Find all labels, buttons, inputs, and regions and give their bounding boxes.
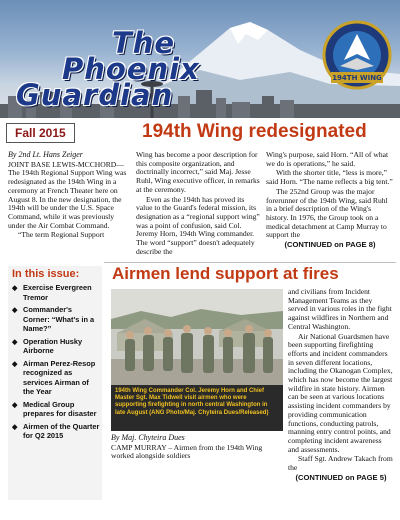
continued-page-8[interactable]: (CONTINUED on PAGE 8) <box>284 240 376 250</box>
issue-list-item[interactable]: ◆ Exercise Evergreen Tremor <box>12 283 92 302</box>
masthead-title-line: Phoenix <box>62 52 200 86</box>
article1-byline: By 2nd Lt. Hans Zeiger <box>8 150 83 159</box>
article1-paragraph: Wing's purpose, said Horn. “All of what we do is operations,” he said. <box>266 150 389 168</box>
issue-list-item[interactable]: ◆ Operation Husky Airborne <box>12 336 83 355</box>
section-divider <box>104 262 396 263</box>
issue-list-item[interactable]: ◆ Medical Group prepares for disaster <box>12 399 97 418</box>
in-this-issue-box <box>8 266 102 500</box>
diamond-bullet-icon: ◆ <box>12 360 18 368</box>
issue-list-item[interactable]: ◆ Airman Perez-Resop recognized as services Airman of the Year <box>12 358 96 396</box>
issue-list <box>8 283 102 441</box>
article1-paragraph: “The term Regional Support <box>18 230 105 240</box>
diamond-bullet-icon: ◆ <box>12 401 18 409</box>
issue-list-item[interactable]: ◆ Commander's Corner: “What's in a Name?” <box>12 305 95 333</box>
fire-camp-photo <box>111 289 283 385</box>
article1-paragraph: The 252nd Group was the major forerunner of the 194th Wing, said Ruhl in a brief description of the Wing's history. In 1976, the Group took on a medical detachment at Camp Murray to support the <box>266 186 388 240</box>
article2-column-1 <box>111 434 283 462</box>
article1-paragraph: JOINT BASE LEWIS-MCCHORD—The 194th Regional Support Wing was redesignated as the 194th Wing in a ceremony at French Theater here on August 8. In the new designation, the 194th will be under the U.S. Space Command, while it was previously under the Air Combat Command. <box>8 159 127 230</box>
wing-emblem <box>322 20 392 90</box>
photo-caption: 194th Wing Commander Col. Jeremy Horn and Chief Master Sgt. Max Tidwell visit airmen who were supporting firefighting in north central Washington in late August (ANG Photo/Maj. Chyteira Dues/Released) <box>111 385 283 431</box>
article1-column-1 <box>8 151 130 241</box>
continued-page-5[interactable]: (CONTINUED on PAGE 5) <box>295 472 387 482</box>
article2-byline: By Maj. Chyteira Dues <box>111 433 185 442</box>
article2-paragraph: and civilians from Incident Management Teams as they served in various roles in the fight against wildfires in Northern and Central Washington. <box>288 287 392 331</box>
article2-paragraph: Air National Guardsmen have been supporting firefighting efforts and incident commanders in seven different locations, including the Okanogan Complex, which has now become the largest wildfire in state history. Airmen can be seen at various locations assisting incident commanders by providing communication functions, conducting patrols, manning entry control points, and completing incident awareness and assessments. <box>288 331 393 454</box>
masthead <box>0 0 400 118</box>
article1-paragraph: Even as the 194th has proved its value to the Guard's federal mission, its designation as a “regional support wing” was a point of confusion, said Col. Jeremy Horn, 194th Wing commander. The word “support” doesn't adequately describe the <box>136 194 260 256</box>
emblem-text: 194TH WING <box>332 74 382 82</box>
issue-list-item[interactable]: ◆ Airmen of the Quarter for Q2 2015 <box>12 421 100 440</box>
in-this-issue-heading: In this issue: <box>12 268 80 280</box>
article1-paragraph: Wing has become a poor description for this composite organization, and doctrinally incorrect,” said Maj. Jesse Ruhl, Wing executive officer, in remarks at the ceremony. <box>136 150 260 194</box>
article2-paragraph: Staff Sgt. Andrew Takach from the <box>288 454 393 473</box>
diamond-bullet-icon: ◆ <box>12 307 18 314</box>
diamond-bullet-icon: ◆ <box>12 338 18 346</box>
masthead-title-line: The <box>112 26 176 60</box>
article1-paragraph: With the shorter title, “less is more,” said Horn. “The name reflects a big tent.” <box>266 168 393 187</box>
article2-paragraph: CAMP MURRAY – Airmen from the 194th Wing worked alongside soldiers <box>111 442 263 461</box>
article2-column-2 <box>288 288 394 483</box>
article1-column-3 <box>266 151 394 251</box>
headline-airmen-fires: Airmen lend support at fires <box>112 264 339 283</box>
headline-wing-redesignated: 194th Wing redesignated <box>142 121 367 142</box>
masthead-title-line: Guardian <box>16 78 174 112</box>
issue-date: Fall 2015 <box>6 123 75 143</box>
diamond-bullet-icon: ◆ <box>12 285 18 292</box>
article1-column-2 <box>136 151 260 257</box>
diamond-bullet-icon: ◆ <box>12 423 18 431</box>
fire-camp-photo-image <box>111 289 283 385</box>
